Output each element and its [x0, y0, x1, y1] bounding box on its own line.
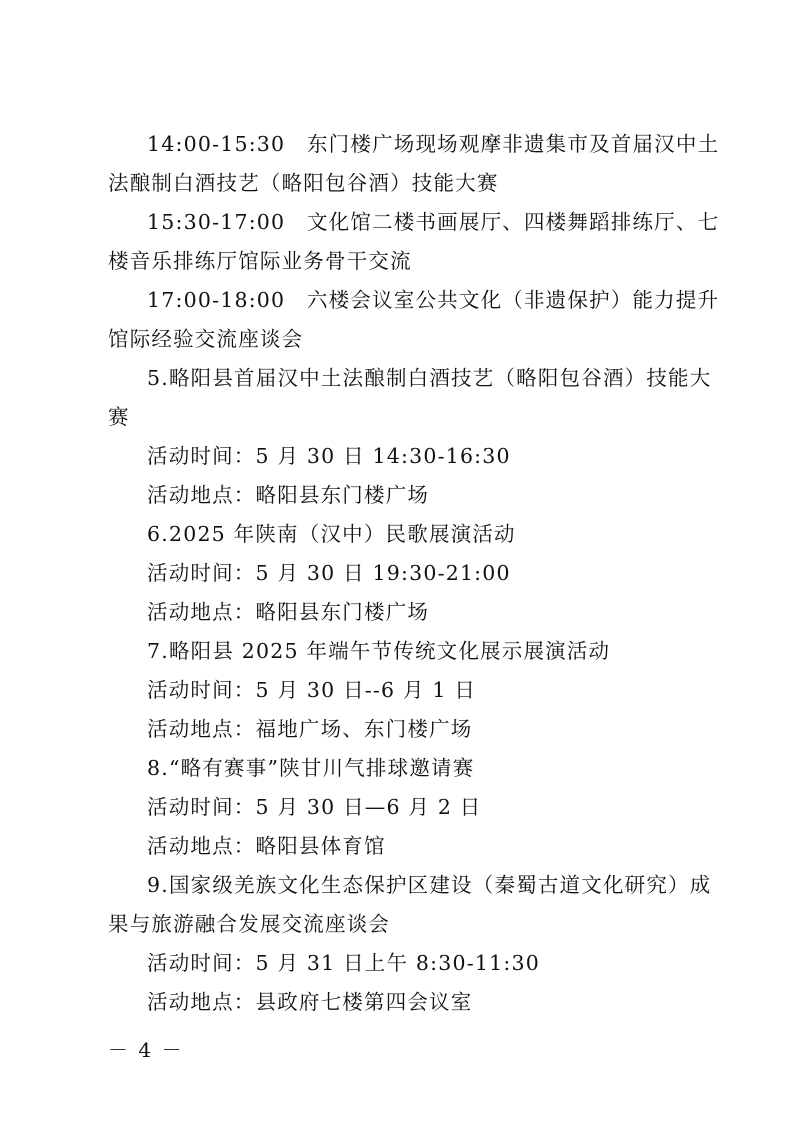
event-8-time: 活动时间：5 月 30 日—6 月 2 日 — [147, 795, 482, 819]
event-9-location: 活动地点：县政府七楼第四会议室 — [147, 990, 473, 1014]
event-7-time: 活动时间：5 月 30 日--6 月 1 日 — [147, 678, 477, 702]
event-8-title: 8.“略有赛事”陕甘川气排球邀请赛 — [147, 756, 475, 780]
schedule-line-3-continued: 馆际经验交流座谈会 — [108, 327, 304, 351]
event-9-time: 活动时间：5 月 31 日上午 8:30-11:30 — [147, 951, 540, 975]
event-5-title: 5.略阳县首届汉中土法酿制白酒技艺（略阳包谷酒）技能大 — [147, 366, 712, 390]
event-6-title: 6.2025 年陕南（汉中）民歌展演活动 — [147, 522, 516, 546]
event-6-location: 活动地点：略阳县东门楼广场 — [147, 600, 430, 624]
event-7-location: 活动地点：福地广场、东门楼广场 — [147, 717, 473, 741]
event-7-title: 7.略阳县 2025 年端午节传统文化展示展演活动 — [147, 639, 611, 663]
schedule-line-1-continued: 法酿制白酒技艺（略阳包谷酒）技能大赛 — [108, 171, 499, 195]
schedule-line-3: 17:00-18:00 六楼会议室公共文化（非遗保护）能力提升 — [147, 288, 720, 312]
event-8-location: 活动地点：略阳县体育馆 — [147, 834, 386, 858]
event-5-location: 活动地点：略阳县东门楼广场 — [147, 483, 430, 507]
schedule-line-2-continued: 楼音乐排练厅馆际业务骨干交流 — [108, 249, 412, 273]
event-5-title-continued: 赛 — [108, 405, 130, 429]
event-6-time: 活动时间：5 月 30 日 19:30-21:00 — [147, 561, 511, 585]
event-9-title: 9.国家级羌族文化生态保护区建设（秦蜀古道文化研究）成 — [147, 873, 712, 897]
page-number: － 4 － — [108, 1038, 184, 1062]
event-5-time: 活动时间：5 月 30 日 14:30-16:30 — [147, 444, 511, 468]
event-9-title-continued: 果与旅游融合发展交流座谈会 — [108, 912, 391, 936]
schedule-line-1: 14:00-15:30 东门楼广场现场观摩非遗集市及首届汉中土 — [147, 132, 720, 156]
schedule-line-2: 15:30-17:00 文化馆二楼书画展厅、四楼舞蹈排练厅、七 — [147, 210, 720, 234]
